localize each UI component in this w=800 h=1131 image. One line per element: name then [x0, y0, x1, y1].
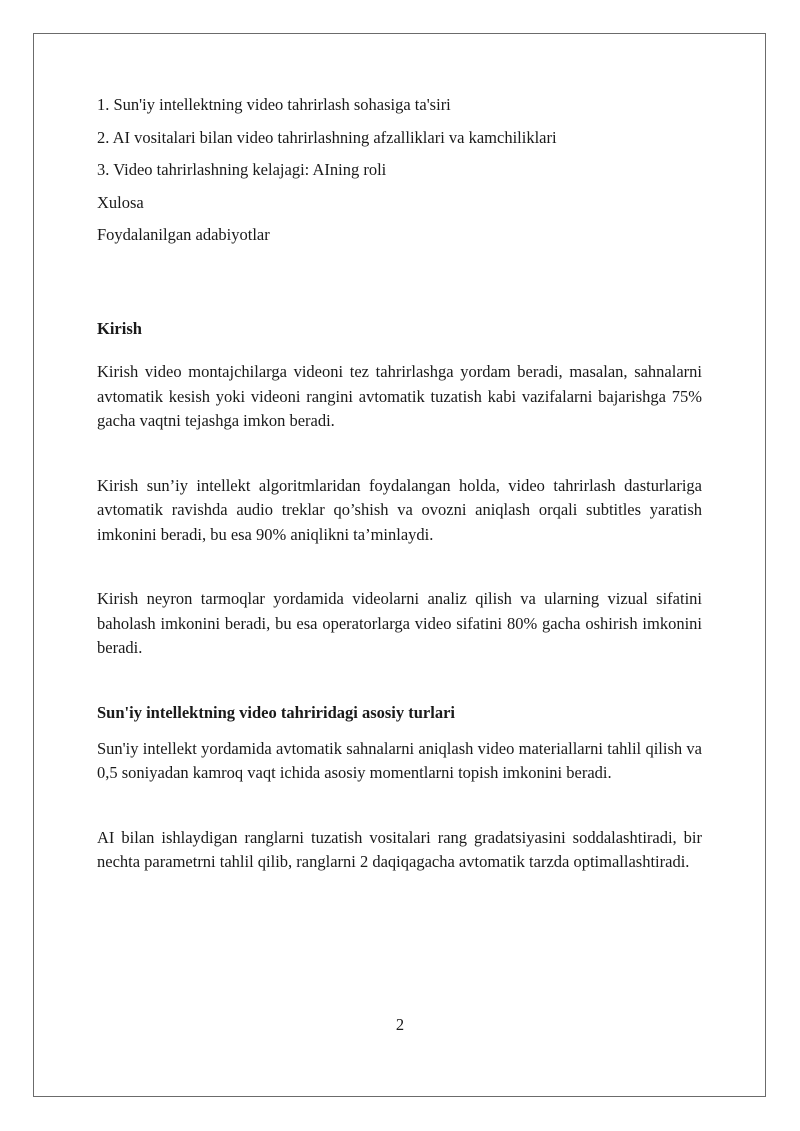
page-content [97, 95, 702, 875]
toc-item-1: 1. Sun'iy intellektning video tahrirlash sohasiga ta'siri [97, 95, 451, 114]
paragraph: Kirish neyron tarmoqlar yordamida videolarni analiz qilish va ularning vizual sifatini baholash imkonini beradi, bu esa operatorlarga video sifatini 80% gacha oshirish imkonini beradi. [97, 589, 702, 657]
toc-item-references: Foydalanilgan adabiyotlar [97, 225, 270, 244]
paragraph: Sun'iy intellekt yordamida avtomatik sahnalarni aniqlash video materiallarni tahlil qilish va 0,5 soniyadan kamroq vaqt ichida asosiy momentlarni topish imkonini beradi. [97, 738, 702, 782]
paragraph: Kirish video montajchilarga videoni tez tahrirlashga yordam beradi, masalan, sahnalarni avtomatik kesish yoki videoni rangini avtomatik tuzatish kabi vazifalarni bajarishga 75% gacha vaqtni tejashga imkon beradi. [97, 362, 702, 430]
toc-item-2: 2. AI vositalari bilan video tahrirlashning afzalliklari va kamchiliklari [97, 127, 557, 147]
page-number: 2 [395, 1015, 405, 1034]
paragraph: AI bilan ishlaydigan ranglarni tuzatish vositalari rang gradatsiyasini soddalashtiradi, bir nechta parametrni tahlil qilib, ranglarni 2 daqiqagacha avtomatik tarzda optimallashtiradi. [97, 827, 702, 871]
paragraph: Kirish sun’iy intellekt algoritmlaridan foydalangan holda, video tahrirlash dasturlariga avtomatik ravishda audio treklar qo’shish va ovozni aniqlash orqali subtitles yaratish imkonini beradi, bu esa 90% aniqlikni ta’minlaydi. [97, 475, 702, 544]
toc-item-3: 3. Video tahrirlashning kelajagi: AIning roli [97, 160, 387, 179]
section-heading-introduction: Kirish [97, 319, 142, 338]
section-heading-ai-types: Sun'iy intellektning video tahriridagi asosiy turlari [97, 702, 455, 722]
toc-item-conclusion: Xulosa [97, 192, 144, 212]
